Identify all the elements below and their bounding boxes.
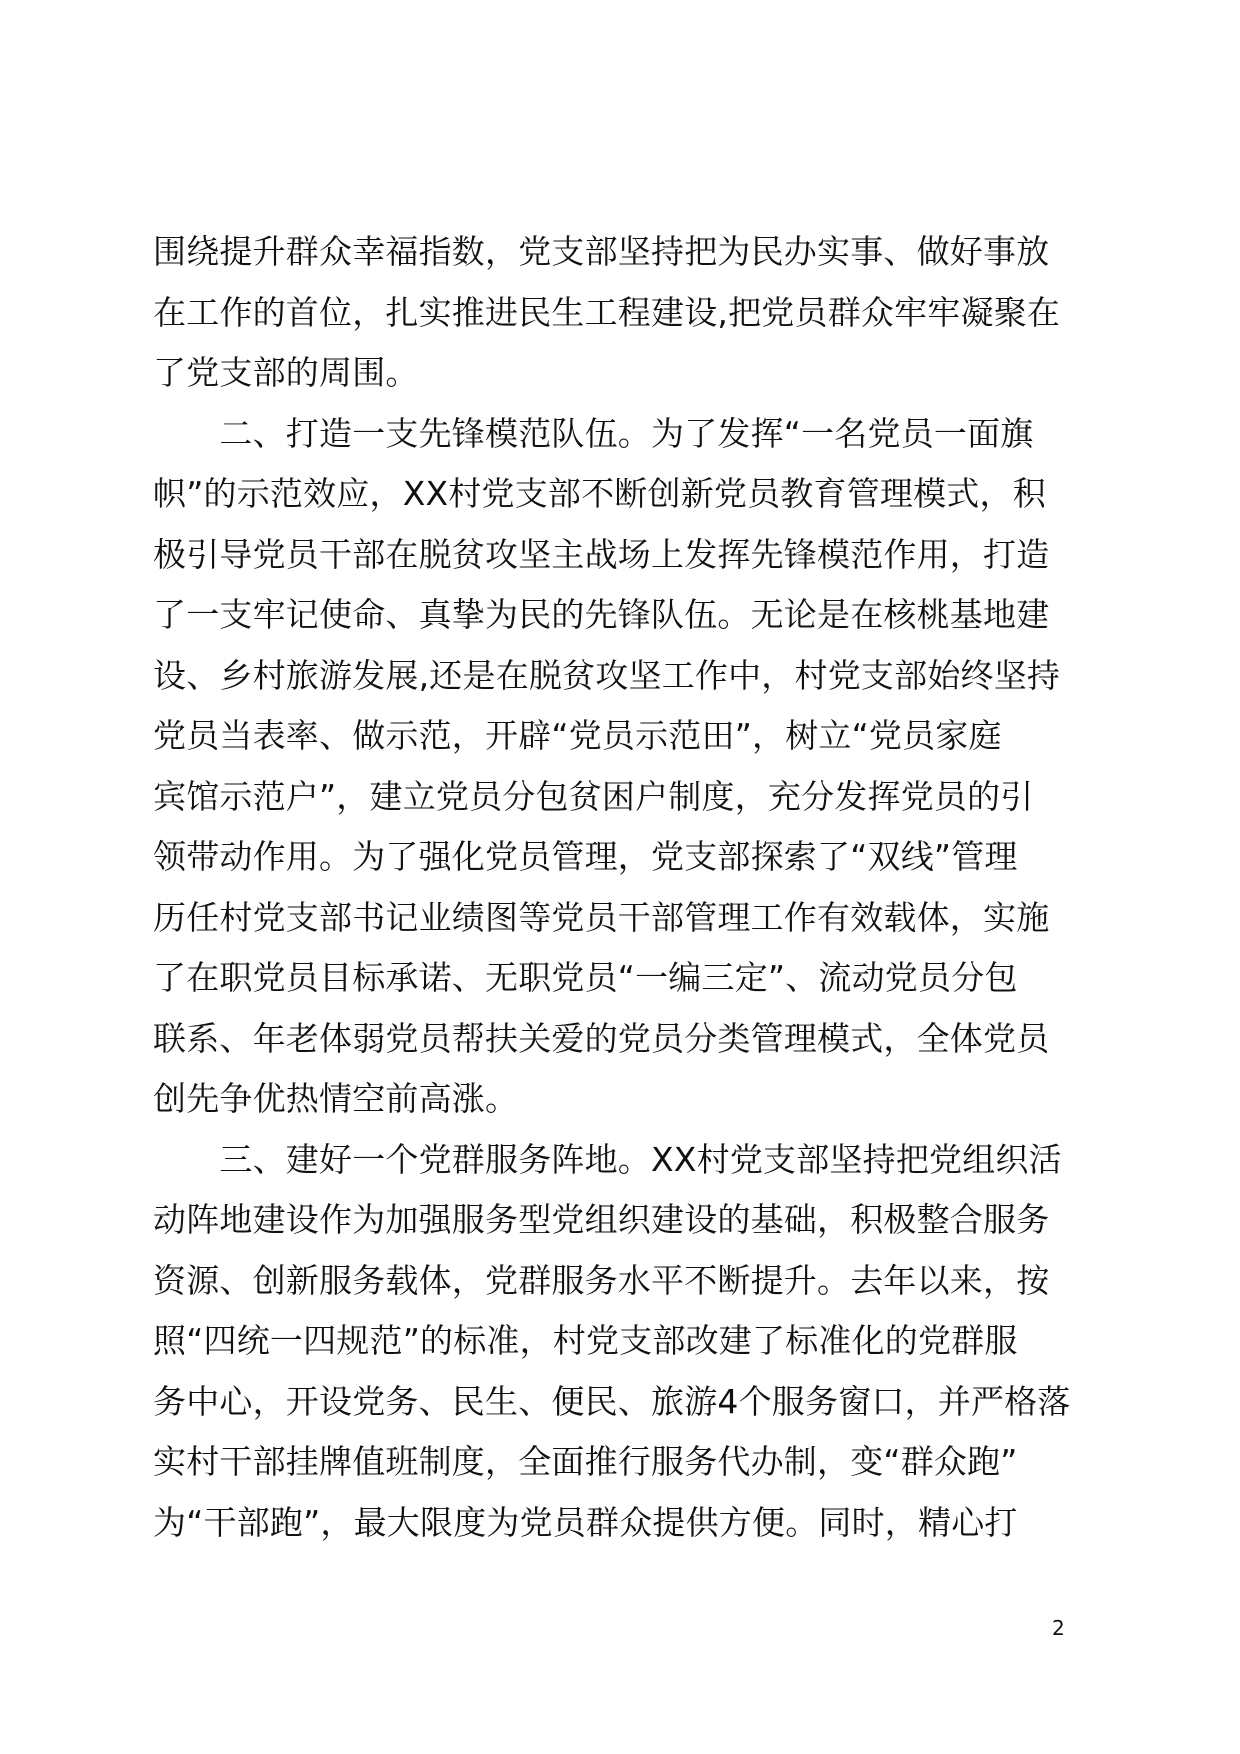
- text-line: 三、建好一个党群服务阵地。XX村党支部坚持把党组织活: [153, 1139, 1062, 1179]
- text-line: 在工作的首位，扎实推进民生工程建设,把党员群众牢牢凝聚在: [153, 292, 1061, 332]
- text-line: 围绕提升群众幸福指数，党支部坚持把为民办实事、做好事放: [153, 232, 1050, 271]
- text-line: 极引导党员干部在脱贫攻坚主战场上发挥先锋模范作用，打造: [153, 534, 1050, 574]
- text-line: 动阵地建设作为加强服务型党组织建设的基础，积极整合服务: [153, 1200, 1050, 1239]
- text-line: 为“干部跑”，最大限度为党员群众提供方便。同时，精心打: [153, 1502, 1018, 1542]
- text-line: 了党支部的周围。: [153, 353, 419, 392]
- text-line: 帜”的示范效应，XX村党支部不断创新党员教育管理模式，积: [153, 474, 1046, 513]
- text-line: 了一支牢记使命、真挚为民的先锋队伍。无论是在核桃基地建: [153, 595, 1050, 634]
- text-line: 创先争优热情空前高涨。: [153, 1079, 519, 1118]
- text-line: 宾馆示范户”，建立党员分包贫困户制度，充分发挥党员的引: [153, 776, 1034, 816]
- text-line: 二、打造一支先锋模范队伍。为了发挥“一名党员一面旗: [153, 413, 1034, 453]
- text-line: 了在职党员目标承诺、无职党员“一编三定”、流动党员分包: [153, 958, 1018, 997]
- text-line: 设、乡村旅游发展,还是在脱贫攻坚工作中，村党支部始终坚持: [153, 655, 1061, 695]
- text-line: 资源、创新服务载体，党群服务水平不断提升。去年以来，按: [153, 1260, 1050, 1300]
- text-line: 照“四统一四规范”的标准，村党支部改建了标准化的党群服: [153, 1321, 1018, 1360]
- text-line: 务中心，开设党务、民生、便民、旅游4个服务窗口，并严格落: [153, 1381, 1071, 1421]
- text-line: 实村干部挂牌值班制度，全面推行服务代办制，变“群众跑”: [153, 1442, 1018, 1481]
- page-number: 2: [1052, 1616, 1065, 1640]
- text-line: 领带动作用。为了强化党员管理，党支部探索了“双线”管理: [153, 837, 1018, 876]
- body-text: [153, 222, 1098, 1553]
- text-line: 联系、年老体弱党员帮扶关爱的党员分类管理模式，全体党员: [153, 1018, 1050, 1058]
- text-line: 历任村党支部书记业绩图等党员干部管理工作有效载体，实施: [153, 897, 1050, 937]
- text-line: 党员当表率、做示范，开辟“党员示范田”，树立“党员家庭: [153, 716, 1002, 755]
